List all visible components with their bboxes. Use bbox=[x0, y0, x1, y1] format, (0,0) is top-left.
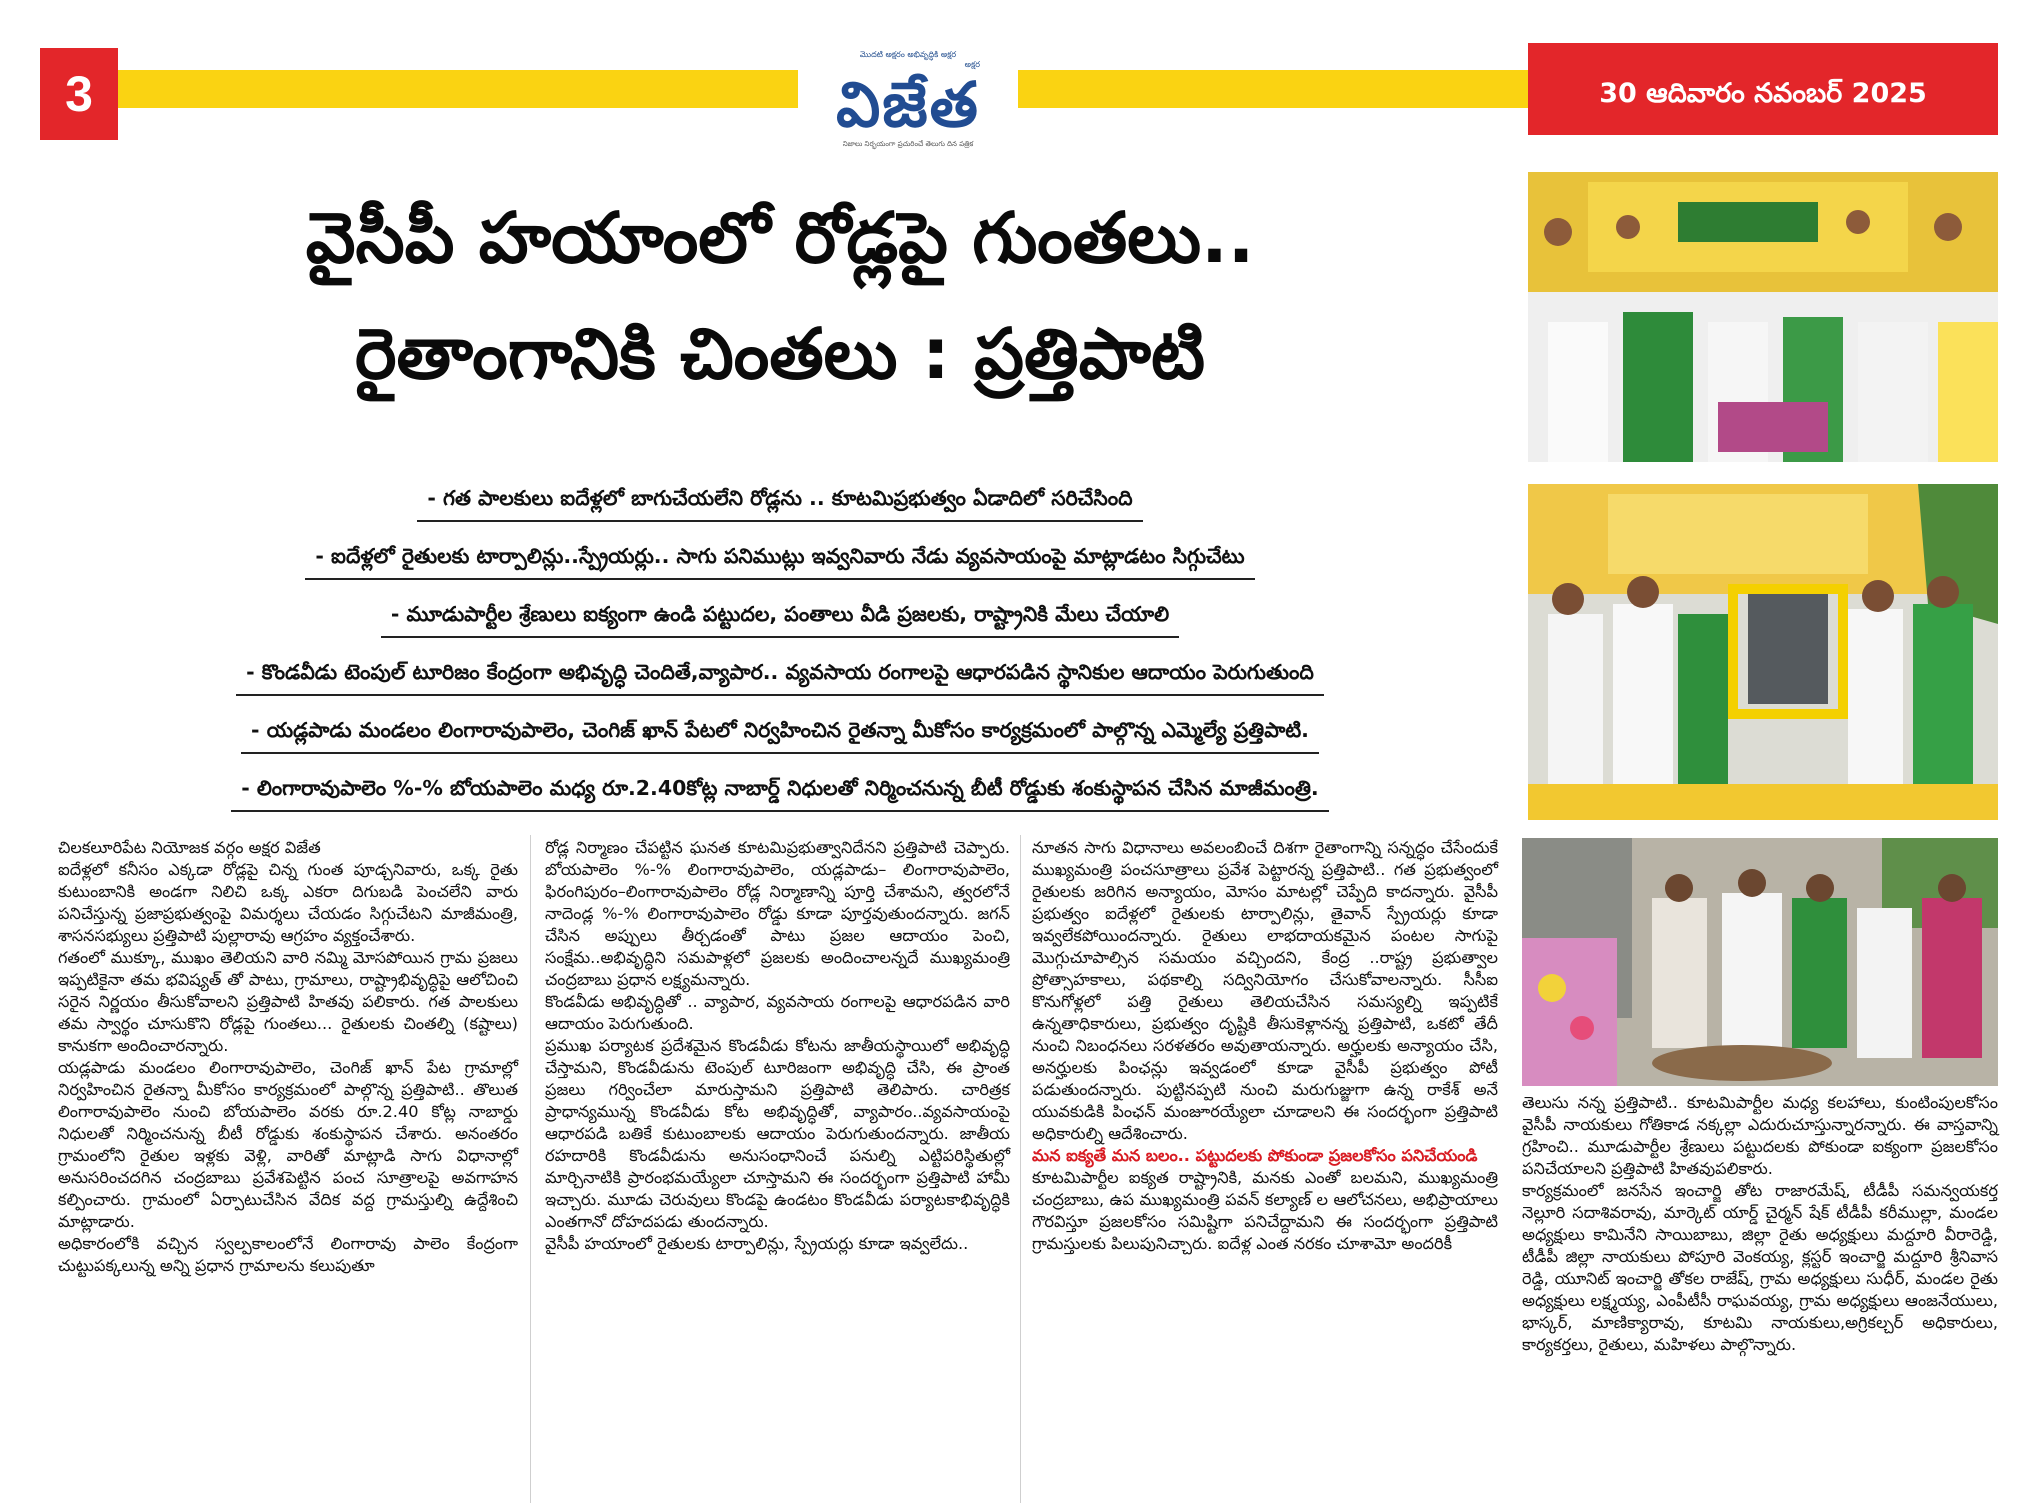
column-divider bbox=[530, 835, 531, 1503]
highlight-text: - మూడుపార్టీల శ్రేణులు ఐక్యంగా ఉండి పట్టుదల, పంతాలు వీడి ప్రజలకు, రాష్ట్రానికి మేలు చేయాలి bbox=[381, 598, 1179, 638]
article-paragraph: కొండవీడు అభివృద్ధితో .. వ్యాపార, వ్యవసాయ రంగాలపై ఆధారపడిన వారి ఆదాయం పెరుగుతుంది. bbox=[545, 992, 1010, 1033]
column-divider bbox=[1020, 835, 1021, 1503]
headline-line-1: వైసీపీ హయాంలో రోడ్లపై గుంతలు.. bbox=[305, 197, 1255, 279]
highlight-item bbox=[60, 598, 1500, 656]
header-band-right bbox=[1018, 70, 1528, 108]
headline bbox=[60, 180, 1500, 412]
article-paragraph: అధికారంలోకి వచ్చిన స్వల్పకాలంలోనే లింగారావు పాలెం కేంద్రంగా చుట్టుపక్కలున్న అన్ని ప్రధాన గ్రామాలను కలుపుతూ bbox=[58, 1234, 518, 1275]
article-column-3 bbox=[1032, 837, 1498, 1255]
highlight-item bbox=[60, 714, 1500, 772]
highlight-item bbox=[60, 482, 1500, 540]
article-paragraph: ప్రముఖ పర్యాటక ప్రదేశమైన కొండవీడు కోటను జాతీయస్థాయిలో అభివృద్ధి చేస్తామని, కొండవీడును టెంపుల్ టూరిజంగా అభివృద్ధి చేసి, ఈ ప్రాంత ప్రజలు గర్వించేలా మారుస్తామని ప్రత్తిపాటి తెలిపారు. చారిత్రక ప్రాధాన్యమున్న కొండవీడు కోట అభివృద్ధితో, వ్యాపారం..వ్యవసాయంపై ఆధారపడి బతికే కుటుంబాలకు ఆదాయం పెరుగుతుందన్నారు. జాతీయ రహదారికి కొండవీడును అనుసంధానించే పనుల్ని ఎట్టిపరిస్థితుల్లో మార్చినాటికి ప్రారంభమయ్యేలా చూస్తామని ఈ సందర్భంగా ప్రత్తిపాటి హామీ ఇచ్చారు. మూడు చెరువులు కొండపై ఉండటం కొండవీడు పర్యాటకాభివృద్ధికి ఎంతగానో దోహదపడు తుందన్నారు. bbox=[545, 1036, 1010, 1231]
highlight-text: - లింగారావుపాలెం %-% బోయపాలెం మధ్య రూ.2.40కోట్ల నాబార్డ్ నిధులతో నిర్మించనున్న బీటీ రోడ్డుకు శంకుస్థాపన చేసిన మాజీమంత్రి. bbox=[231, 772, 1328, 812]
article-paragraph: వైసీపీ హయాంలో రైతులకు టార్పాలిన్లు, స్ప్రేయర్లు కూడా ఇవ్వలేదు.. bbox=[545, 1234, 969, 1253]
article-paragraph: తెలుసు నన్న ప్రత్తిపాటి.. కూటమిపార్టీల మధ్య కలహాలు, కుంటింపులకోసం వైసీపీ నాయకులు గోతికాడ నక్కల్లా ఎదురుచూస్తున్నారన్నారు. ఈ వాస్తవాన్ని గ్రహించి.. మూడుపార్టీల శ్రేణులు పట్టుదలకు పోకుండా ఐక్యంగా ప్రజలకోసం పనిచేయాలని ప్రత్తిపాటి హితవుపలికారు. bbox=[1522, 1093, 1998, 1178]
headline-line-2: రైతాంగానికి చింతలు : ప్రత్తిపాటి bbox=[355, 313, 1205, 395]
article-dateline: చిలకలూరిపేట నియోజక వర్గం అక్షర విజేత bbox=[58, 838, 321, 857]
highlight-text: - కొండవీడు టెంపుల్ టూరిజం కేంద్రంగా అభివృద్ధి చెందితే,వ్యాపార.. వ్యవసాయ రంగాలపై ఆధారపడిన స్థానికుల ఆదాయం పెరుగుతుంది bbox=[236, 656, 1324, 696]
logo-tagline: మొదటి అక్షరం అభివృద్ధికి అక్షర bbox=[859, 50, 957, 59]
article-column-1 bbox=[58, 837, 518, 1277]
highlight-text: - గత పాలకులు ఐదేళ్లలో బాగుచేయలేని రోడ్లను .. కూటమిప్రభుత్వం ఏడాదిలో సరిచేసింది bbox=[417, 482, 1142, 522]
article-paragraph: నూతన సాగు విధానాలు అవలంబించే దిశగా రైతాంగాన్ని సన్నద్ధం చేసేందుకే ముఖ్యమంత్రి పంచసూత్రాలు ప్రవేశ పెట్టారన్న ప్రత్తిపాటి.. గత ప్రభుత్వంలో రైతులకు జరిగిన అన్యాయం, మోసం మాటల్లో చెప్పేది కాదన్నారు. వైసీపీ ప్రభుత్వం ఐదేళ్లలో రైతులకు టార్పాలిన్లు, తైవాన్ స్ప్రేయర్లు కూడా ఇవ్వలేకపోయిందన్నారు. రైతులు లాభదాయకమైన పంటల సాగుపై మొగ్గుచూపాల్సిన సమయం వచ్చిందని, కేంద్ర ..రాష్ట్ర ప్రభుత్వాల ప్రోత్సాహకాలు, పథకాల్ని సద్వినియోగం చేసుకోవాలన్నారు. సీసీఐ కొనుగోళ్లలో పత్తి రైతులు తెలియచేసిన సమస్యల్ని ఇప్పటికే ఉన్నతాధికారులు, ప్రభుత్వం దృష్టికి తీసుకెళ్లానన్న ప్రత్తిపాటి, ఒకటో తేదీ నుంచి నిబంధనలు సరళతరం అవుతాయన్నారు. అర్హులకు అన్యాయం చేసి, అనర్హులకు పింఛన్లు ఇవ్వడంలో కూడా వైసీపీ ప్రభుత్వం పోటీ పడుతుందన్నారు. పుట్టినప్పటి నుంచి మరుగుజ్జుగా ఉన్న రాకేశ్ అనే యువకుడికి పింఛన్ మంజూరయ్యేలా చూడాలని ఈ సందర్భంగా ప్రత్తిపాటి అధికారుల్ని ఆదేశించారు. bbox=[1032, 838, 1498, 1143]
article-column-2 bbox=[545, 837, 1010, 1255]
highlight-item bbox=[60, 656, 1500, 714]
logo-prefix: అక్షర bbox=[964, 60, 980, 69]
highlight-text: - ఐదేళ్లలో రైతులకు టార్పాలిన్లు..స్ప్రేయర్లు.. సాగు పనిముట్లు ఇవ్వనివారు నేడు వ్యవసాయంపై మాట్లాడటం సిగ్గుచేటు bbox=[305, 540, 1254, 580]
page-number: 3 bbox=[40, 48, 118, 140]
highlight-text: - యడ్లపాడు మండలం లింగారావుపాలెం, చెంగిజ్ ఖాన్ పేటలో నిర్వహించిన రైతన్నా మీకోసం కార్యక్రమంలో పాల్గొన్న ఎమ్మెల్యే ప్రత్తిపాటి. bbox=[241, 714, 1319, 754]
highlight-item bbox=[60, 540, 1500, 598]
article-paragraph: యడ్లపాడు మండలం లింగారావుపాలెం, చెంగిజ్ ఖాన్ పేట గ్రామాల్లో నిర్వహించిన రైతన్నా మీకోసం కార్యక్రమంలో పాల్గొన్న ప్రత్తిపాటి.. తొలుత లింగారావుపాలెం నుంచి బోయపాలెం వరకు రూ.2.40 కోట్ల నాబార్డు నిధులతో నిర్మించనున్న బీటీ రోడ్డుకు శంకుస్థాపన చేశారు. అనంతరం గ్రామంలోని రైతుల ఇళ్లకు వెళ్లి, వారితో మాట్లాడి సాగు విధానాల్లో అనుసరించదగిన చంద్రబాబు ప్రవేశపెట్టిన పంచ సూత్రాలపై అవగాహన కల్పించారు. గ్రామంలో ఏర్పాటుచేసిన వేదిక వద్ద గ్రామస్తుల్ని ఉద్దేశించి మాట్లాడారు. bbox=[58, 1058, 518, 1231]
article-paragraph: కార్యక్రమంలో జనసేన ఇంచార్జి తోట రాజారమేష్, టీడీపీ సమన్వయకర్త నెల్లూరి సదాశివరావు, మార్కెట్ యార్డ్ చైర్మన్ షేక్ టీడీపీ కరీముల్లా, మండల అధ్యక్షులు కామినేని సాయిబాబు, జిల్లా రైతు అధ్యక్షులు మద్దూరి వీరారెడ్డి, టీడీపీ జిల్లా నాయకులు పోపూరి వెంకయ్య, క్లస్టర్ ఇంచార్జి మద్దూరి శ్రీనివాస రెడ్డి, యూనిట్ ఇంచార్జి తోకల రాజేష్, గ్రామ అధ్యక్షులు సుధీర్, మండల రైతు అధ్యక్షులు లక్ష్మయ్య, ఎంపీటీసీ రాఘవయ్య, గ్రామ అధ్యక్షులు ఆంజనేయులు, భాస్కర్, మాణిక్యారావు, కూటమి నాయకులు,అగ్రికల్చర్ అధికారులు, కార్యకర్తలు, రైతులు, మహిళలు పాల్గొన్నారు. bbox=[1522, 1181, 1998, 1354]
article-paragraph: ఐదేళ్లలో కనీసం ఎక్కడా రోడ్లపై చిన్న గుంత పూడ్చనివారు, ఒక్క రైతు కుటుంబానికి అండగా నిలిచి ఒక్క ఎకరా దిగుబడి పెంచలేని వారు పనిచేస్తున్న ప్రజాప్రభుత్వంపై విమర్శలు చేయడం సిగ్గుచేటని మాజీమంత్రి, శాసనసభ్యులు ప్రత్తిపాటి పుల్లారావు ఆగ్రహం వ్యక్తంచేశారు. bbox=[58, 860, 518, 945]
issue-date: 30 ఆదివారం నవంబర్ 2025 bbox=[1528, 43, 1998, 135]
photo-rally-stage bbox=[1528, 172, 1998, 462]
header-band-left bbox=[118, 70, 798, 108]
logo-subtitle: నిజాలు నిర్భయంగా ప్రచురించే తెలుగు దిన పత్రిక bbox=[842, 140, 974, 148]
article-column-4 bbox=[1522, 1092, 1998, 1356]
article-paragraph: రోడ్ల నిర్మాణం చేపట్టిన ఘనత కూటమిప్రభుత్వానిదేనని ప్రత్తిపాటి చెప్పారు. బోయపాలెం %-% లింగారావుపాలెం, యడ్లపాడు– లింగారావుపాలెం, ఫిరంగిపురం–లింగారావుపాలెం రోడ్ల నిర్మాణాన్ని పూర్తి చేశామని, త్వరలోనే నాదెండ్ల %-% లింగారావుపాలెం రోడ్డు కూడా పూర్తవుతుందన్నారు. జగన్ చేసిన అప్పులు తీర్చడంతో పాటు ప్రజల ఆదాయం పెంచి, సంక్షేమ..అభివృద్ధిని సమపాళ్లలో ప్రజలకు అందించాలన్నదే ముఖ్యమంత్రి చంద్రబాబు ప్రధాన లక్ష్యమన్నారు. bbox=[545, 838, 1010, 989]
photo-puja-ceremony bbox=[1522, 838, 1998, 1086]
article-paragraph: కూటమిపార్టీల ఐక్యత రాష్ట్రానికి, మనకు ఎంతో బలమని, ముఖ్యమంత్రి చంద్రబాబు, ఉప ముఖ్యమంత్రి పవన్ కల్యాణ్ ల ఆలోచనలు, అభిప్రాయాలు గౌరవిస్తూ ప్రజలకోసం సమిష్టిగా పనిచేద్దామని ఈ సందర్భంగా ప్రత్తిపాటి గ్రామస్తులకు పిలుపునిచ్చారు. ఐదేళ్ల ఎంత నరకం చూశామో అందరికీ bbox=[1032, 1168, 1498, 1253]
logo-name: విజేత bbox=[836, 68, 980, 141]
masthead-logo bbox=[798, 50, 1018, 150]
photo-foundation-stone bbox=[1528, 484, 1998, 820]
subheading: మన ఐక్యతే మన బలం.. పట్టుదలకు పోకుండా ప్రజలకోసం పనిచేయండి bbox=[1032, 1146, 1478, 1165]
highlights-list bbox=[60, 482, 1500, 830]
article-paragraph: గతంలో ముక్కూ, ముఖం తెలియని వారి నమ్మి మోసపోయిన గ్రామ ప్రజలు ఇప్పటికైనా తమ భవిష్యత్ తో పాటు, గ్రామాలు, రాష్ట్రాభివృద్ధిపై ఆలోచించి సరైన నిర్ణయం తీసుకోవాలని ప్రత్తిపాటి హితవు పలికారు. గత పాలకులు తమ స్వార్థం చూసుకొని రోడ్లపై గుంతలు... రైతులకు చింతల్ని (కష్టాలు) కానుకగా అందించారన్నారు. bbox=[58, 948, 518, 1055]
highlight-item bbox=[60, 772, 1500, 830]
